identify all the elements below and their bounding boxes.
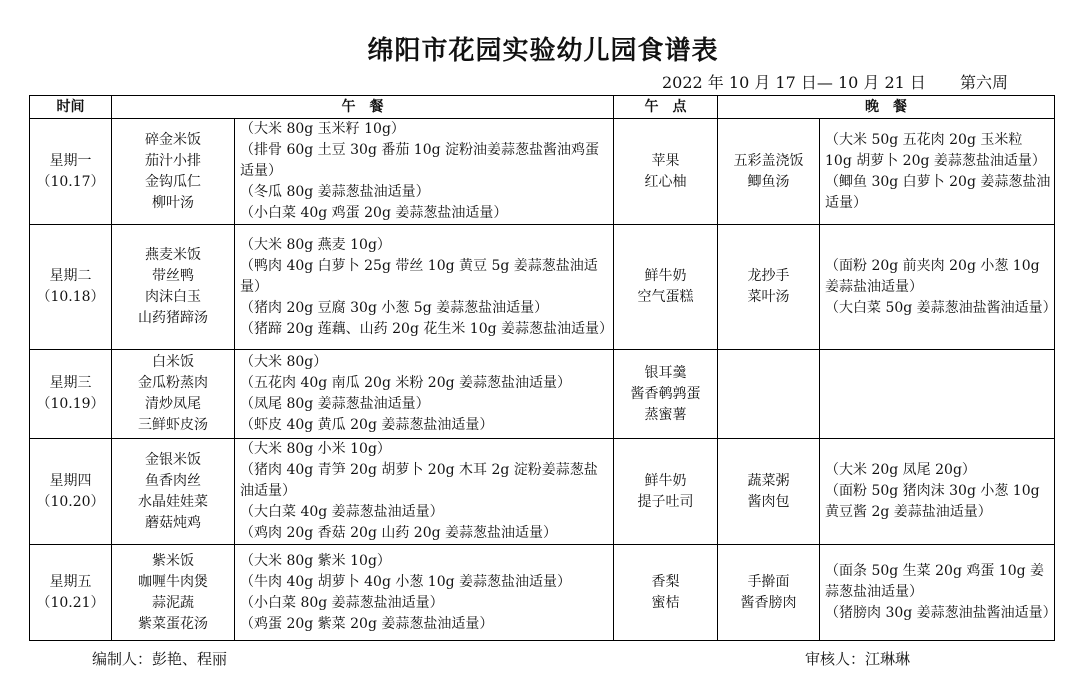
dinner-recipes-line: （大米 20g 凤尾 20g） — [825, 462, 976, 478]
lunch-dishes-line: 金银米饭 — [145, 451, 201, 468]
lunch-recipes-line: （排骨 60g 土豆 30g 番茄 10g 淀粉油姜蒜葱盐酱油鸡蛋适量） — [240, 142, 600, 179]
lunch-recipes-line: （小白菜 80g 姜蒜葱盐油适量） — [240, 594, 444, 611]
dinner-dishes-line: 酱肉包 — [747, 493, 790, 510]
day-name: 星期四 — [49, 472, 92, 489]
dinner-recipes-line: （猪膀肉 30g 姜蒜葱油盐酱油适量） — [825, 605, 1057, 621]
dinner-recipes — [820, 350, 1055, 439]
lunch-recipes-line: （凤尾 80g 姜蒜葱盐油适量） — [240, 396, 430, 412]
lunch-dishes-line: 三鲜虾皮汤 — [138, 417, 208, 433]
date-range: 2022 年 10 月 17 日— 10 月 21 日 — [662, 73, 926, 92]
header-row — [30, 96, 1055, 119]
snack-items-line: 苹果 — [651, 152, 680, 169]
lunch-recipes-line: （大米 80g 紫米 10g） — [240, 552, 391, 569]
menu-table — [29, 95, 1055, 641]
day-row — [30, 225, 1055, 350]
lunch-recipes-line: （鸡蛋 20g 紫菜 20g 姜蒜葱盐油适量） — [240, 615, 494, 632]
dinner-recipes-line: （大米 50g 五花肉 20g 玉米粒 10g 胡萝卜 20g 姜蒜葱盐油适量） — [825, 131, 1046, 169]
dinner-recipes-line: （面粉 20g 前夹肉 20g 小葱 10g 姜蒜盐油适量） — [825, 257, 1040, 295]
dinner-dishes-line: 菜叶汤 — [747, 289, 790, 305]
snack-items-line: 香梨 — [651, 573, 680, 590]
lunch-dishes — [112, 350, 235, 439]
lunch-recipes-line: （大米 80g） — [240, 354, 328, 370]
dinner-dishes — [718, 350, 820, 439]
lunch-recipes — [235, 350, 614, 439]
header-dinner: 晚 餐 — [718, 96, 1055, 119]
snack-items-line: 红心柚 — [644, 173, 687, 190]
day-cell — [30, 439, 112, 545]
dinner-recipes-line: （面条 50g 生菜 20g 鸡蛋 10g 姜蒜葱盐油适量） — [825, 563, 1045, 600]
lunch-recipes-line: （冬瓜 80g 姜蒜葱盐油适量） — [240, 184, 430, 200]
snack-items — [614, 350, 718, 439]
snack-items — [614, 225, 718, 350]
lunch-dishes-line: 紫菜蛋花汤 — [138, 615, 208, 632]
day-name: 星期三 — [49, 375, 92, 391]
day-row — [30, 545, 1055, 641]
day-name: 星期一 — [49, 152, 92, 169]
day-name: 星期二 — [49, 268, 92, 284]
lunch-dishes — [112, 545, 235, 641]
lunch-dishes-line: 燕麦米饭 — [145, 247, 201, 263]
header-snack: 午 点 — [614, 96, 718, 119]
snack-items-line: 鲜牛奶 — [644, 268, 687, 284]
dinner-dishes-line: 蔬菜粥 — [747, 472, 790, 489]
lunch-recipes-line: （大米 80g 玉米籽 10g） — [240, 121, 405, 137]
dinner-dishes — [718, 439, 820, 545]
lunch-dishes-line: 白米饭 — [152, 354, 194, 370]
lunch-dishes — [112, 225, 235, 350]
lunch-recipes-line: （大米 80g 燕麦 10g） — [240, 236, 391, 253]
lunch-recipes — [235, 225, 614, 350]
day-date: （10.19） — [36, 396, 105, 412]
reviewer-label: 审核人：江琳琳 — [805, 650, 911, 668]
lunch-recipes-line: （鸡肉 20g 香菇 20g 山药 20g 姜蒜葱盐油适量） — [240, 525, 558, 541]
lunch-dishes-line: 柳叶汤 — [152, 194, 194, 211]
dinner-dishes-line: 酱香膀肉 — [740, 594, 797, 611]
page-title: 绵阳市花园实验幼儿园食谱表 — [367, 36, 719, 66]
snack-items-line: 银耳羹 — [644, 364, 687, 381]
week-label: 第六周 — [960, 73, 1009, 92]
lunch-dishes-line: 山药猪蹄汤 — [138, 310, 208, 326]
lunch-dishes-line: 水晶娃娃菜 — [138, 493, 208, 510]
lunch-dishes — [112, 439, 235, 545]
lunch-dishes-line: 金瓜粉蒸肉 — [138, 375, 208, 391]
day-date: （10.18） — [36, 289, 105, 305]
day-row — [30, 119, 1055, 225]
dinner-recipes — [820, 545, 1055, 641]
lunch-dishes-line: 肉沫白玉 — [145, 289, 201, 305]
day-cell — [30, 225, 112, 350]
lunch-recipes-line: （大白菜 40g 姜蒜葱盐油适量） — [240, 504, 444, 520]
snack-items-line: 提子吐司 — [637, 493, 694, 510]
editor-label: 编制人：彭艳、程丽 — [92, 650, 228, 668]
day-row — [30, 350, 1055, 439]
dinner-recipes — [820, 225, 1055, 350]
header-lunch: 午 餐 — [112, 96, 614, 119]
lunch-recipes — [235, 439, 614, 545]
day-row — [30, 439, 1055, 545]
lunch-dishes-line: 金钩瓜仁 — [145, 173, 201, 190]
lunch-dishes-line: 蘑菇炖鸡 — [145, 514, 201, 531]
dinner-dishes — [718, 119, 820, 225]
snack-items-line: 鲜牛奶 — [644, 472, 687, 489]
header-time: 时间 — [30, 96, 112, 119]
lunch-dishes-line: 蒜泥蔬 — [152, 594, 194, 611]
lunch-dishes-line: 鱼香肉丝 — [145, 472, 201, 489]
lunch-recipes-line: （猪肉 40g 青笋 20g 胡萝卜 20g 木耳 2g 淀粉姜蒜葱盐油适量） — [240, 462, 598, 499]
lunch-dishes-line: 清炒凤尾 — [145, 396, 201, 412]
lunch-recipes — [235, 545, 614, 641]
dinner-dishes-line: 鲫鱼汤 — [747, 173, 790, 190]
dinner-dishes-line: 龙抄手 — [747, 268, 790, 284]
dinner-dishes — [718, 225, 820, 350]
lunch-recipes-line: （猪肉 20g 豆腐 30g 小葱 5g 姜蒜葱盐油适量） — [240, 299, 549, 316]
dinner-recipes-line: （鲫鱼 30g 白萝卜 20g 姜蒜葱盐油适量） — [825, 173, 1051, 211]
lunch-recipes-line: （虾皮 40g 黄瓜 20g 姜蒜葱盐油适量） — [240, 417, 494, 433]
snack-items — [614, 545, 718, 641]
dinner-recipes — [820, 119, 1055, 225]
lunch-dishes-line: 茄汁小排 — [145, 152, 201, 169]
lunch-dishes-line: 紫米饭 — [152, 552, 194, 569]
lunch-recipes-line: （大米 80g 小米 10g） — [240, 441, 391, 457]
lunch-recipes-line: （猪蹄 20g 莲藕、山药 20g 花生米 10g 姜蒜葱盐油适量） — [240, 320, 614, 337]
lunch-recipes-line: （小白菜 40g 鸡蛋 20g 姜蒜葱盐油适量） — [240, 205, 508, 221]
day-date: （10.20） — [36, 493, 105, 510]
day-cell — [30, 545, 112, 641]
lunch-recipes — [235, 119, 614, 225]
lunch-recipes-line: （牛肉 40g 胡萝卜 40g 小葱 10g 姜蒜葱盐油适量） — [240, 573, 572, 590]
day-date: （10.17） — [36, 173, 105, 190]
snack-items — [614, 439, 718, 545]
lunch-dishes-line: 碎金米饭 — [145, 131, 201, 148]
snack-items-line: 酱香鹌鹑蛋 — [630, 385, 701, 402]
snack-items — [614, 119, 718, 225]
day-date: （10.21） — [36, 594, 105, 611]
lunch-recipes-line: （五花肉 40g 南瓜 20g 米粉 20g 姜蒜葱盐油适量） — [240, 375, 572, 391]
dinner-recipes-line: （大白菜 50g 姜蒜葱油盐酱油适量） — [825, 299, 1057, 316]
snack-items-line: 空气蛋糕 — [637, 289, 694, 305]
day-name: 星期五 — [49, 573, 92, 590]
dinner-dishes — [718, 545, 820, 641]
lunch-dishes-line: 带丝鸭 — [152, 268, 194, 284]
dinner-dishes-line: 五彩盖浇饭 — [733, 152, 804, 169]
dinner-recipes — [820, 439, 1055, 545]
dinner-recipes-line: （面粉 50g 猪肉沫 30g 小葱 10g 黄豆酱 2g 姜蒜盐油适量） — [825, 483, 1040, 520]
day-cell — [30, 350, 112, 439]
day-cell — [30, 119, 112, 225]
snack-items-line: 蜜桔 — [651, 594, 680, 611]
lunch-dishes-line: 咖喱牛肉煲 — [138, 573, 208, 590]
lunch-recipes-line: （鸭肉 40g 白萝卜 25g 带丝 10g 黄豆 5g 姜蒜葱盐油适量） — [240, 257, 598, 295]
lunch-dishes — [112, 119, 235, 225]
snack-items-line: 蒸蜜薯 — [644, 406, 687, 423]
dinner-dishes-line: 手擀面 — [747, 573, 790, 590]
